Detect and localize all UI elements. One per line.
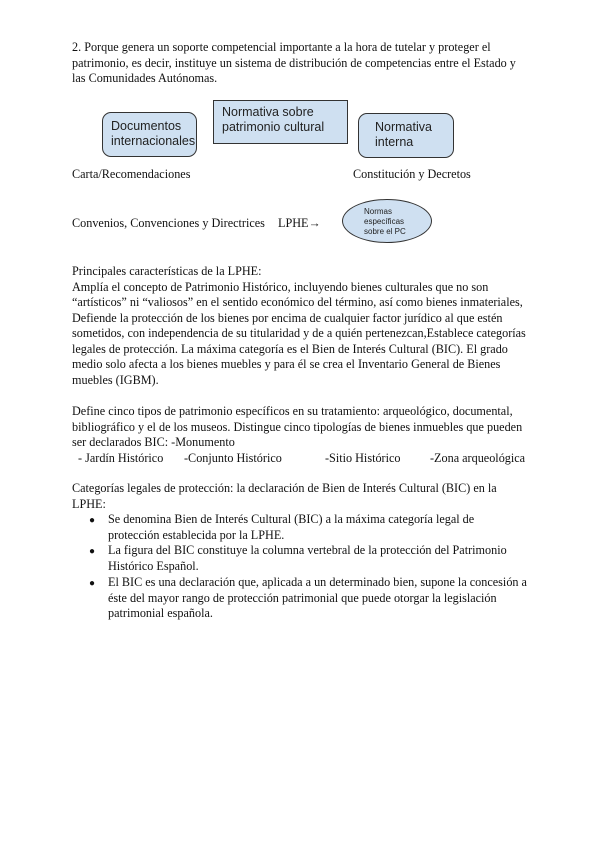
text-line: Defiende la protección de los bienes por encima de cualquier factor jurídico al que estén xyxy=(72,311,503,325)
label-constitucion: Constitución y Decretos xyxy=(353,167,471,181)
ellipse-text: sobre el PC xyxy=(364,227,406,236)
text-line: las Comunidades Autónomas. xyxy=(72,71,218,85)
type-item: -Conjunto Histórico xyxy=(184,451,282,465)
ellipse-text: específicas xyxy=(364,217,405,226)
text-line: Se denomina Bien de Interés Cultural (BIC) a la máxima categoría legal de xyxy=(108,512,475,526)
text-line: patrimonial española. xyxy=(108,606,213,620)
bullet-icon: ● xyxy=(89,578,96,589)
type-item: - Jardín Histórico xyxy=(78,451,164,465)
box-text: Documentos xyxy=(111,119,182,133)
ellipse-normas-especificas xyxy=(342,199,432,243)
box-text: Normativa sobre xyxy=(222,105,314,119)
type-item: -Sitio Histórico xyxy=(325,451,401,465)
text-line: bibliográfico y el de los museos. Distingue cinco tipologías de bienes inmuebles que pueden xyxy=(72,420,523,434)
box-normativa-patrimonio xyxy=(213,100,348,144)
text-line: legales de protección. La máxima categoría es el Bien de Interés Cultural (BIC). El grado xyxy=(72,342,508,356)
text-line: Histórico Español. xyxy=(108,559,199,573)
text-line: El BIC es una declaración que, aplicada a un determinado bien, supone la concesión a xyxy=(108,575,527,589)
text-line: “artísticos” ni “valiosos” en el sentido económico del término, así como bienes inmateriales, xyxy=(72,295,523,309)
text-line: éste del mayor rango de protección patrimonial que puede otorgar la legislación xyxy=(108,591,497,605)
bullet-icon: ● xyxy=(89,515,96,526)
text-line: medio solo afecta a los bienes muebles y para él se crea el Inventario General de Bienes xyxy=(72,357,501,371)
text-line: La figura del BIC constituye la columna vertebral de la protección del Patrimonio xyxy=(108,543,507,557)
label-lphe-arrow: LPHE→ xyxy=(278,216,321,230)
text-line: Principales características de la LPHE: xyxy=(72,264,262,278)
box-text: patrimonio cultural xyxy=(222,120,325,134)
box-normativa-interna xyxy=(358,113,454,158)
text-line: ser declarados BIC: -Monumento xyxy=(72,435,235,449)
text-line: muebles (IGBM). xyxy=(72,373,159,387)
box-text: internacionales xyxy=(111,134,196,148)
box-text: interna xyxy=(375,135,414,149)
text-line: 2. Porque genera un soporte competencial importante a la hora de tutelar y proteger el xyxy=(72,40,491,54)
text-line: Define cinco tipos de patrimonio específicos en su tratamiento: arqueológico, documental, xyxy=(72,404,513,418)
text-line: protección establecida por la LPHE. xyxy=(108,528,285,542)
box-documentos-internacionales xyxy=(102,112,197,157)
box-text: Normativa xyxy=(375,120,432,134)
text-line: Categorías legales de protección: la declaración de Bien de Interés Cultural (BIC) en la xyxy=(72,481,497,495)
text-line: patrimonio, es decir, instituye un sistema de distribución de competencias entre el Estado y xyxy=(72,56,516,70)
ellipse-text: Normas xyxy=(364,207,393,216)
label-carta: Carta/Recomendaciones xyxy=(72,167,191,181)
text-line: Amplía el concepto de Patrimonio Histórico, incluyendo bienes culturales que no son xyxy=(72,280,489,294)
text-line: sometidos, con independencia de su titularidad y de a quién pertenezcan,Establece categorías xyxy=(72,326,526,340)
text-line: LPHE: xyxy=(72,497,106,511)
bullet-icon: ● xyxy=(89,546,96,557)
type-item: -Zona arqueológica xyxy=(430,451,526,465)
label-convenios: Convenios, Convenciones y Directrices xyxy=(72,216,265,230)
